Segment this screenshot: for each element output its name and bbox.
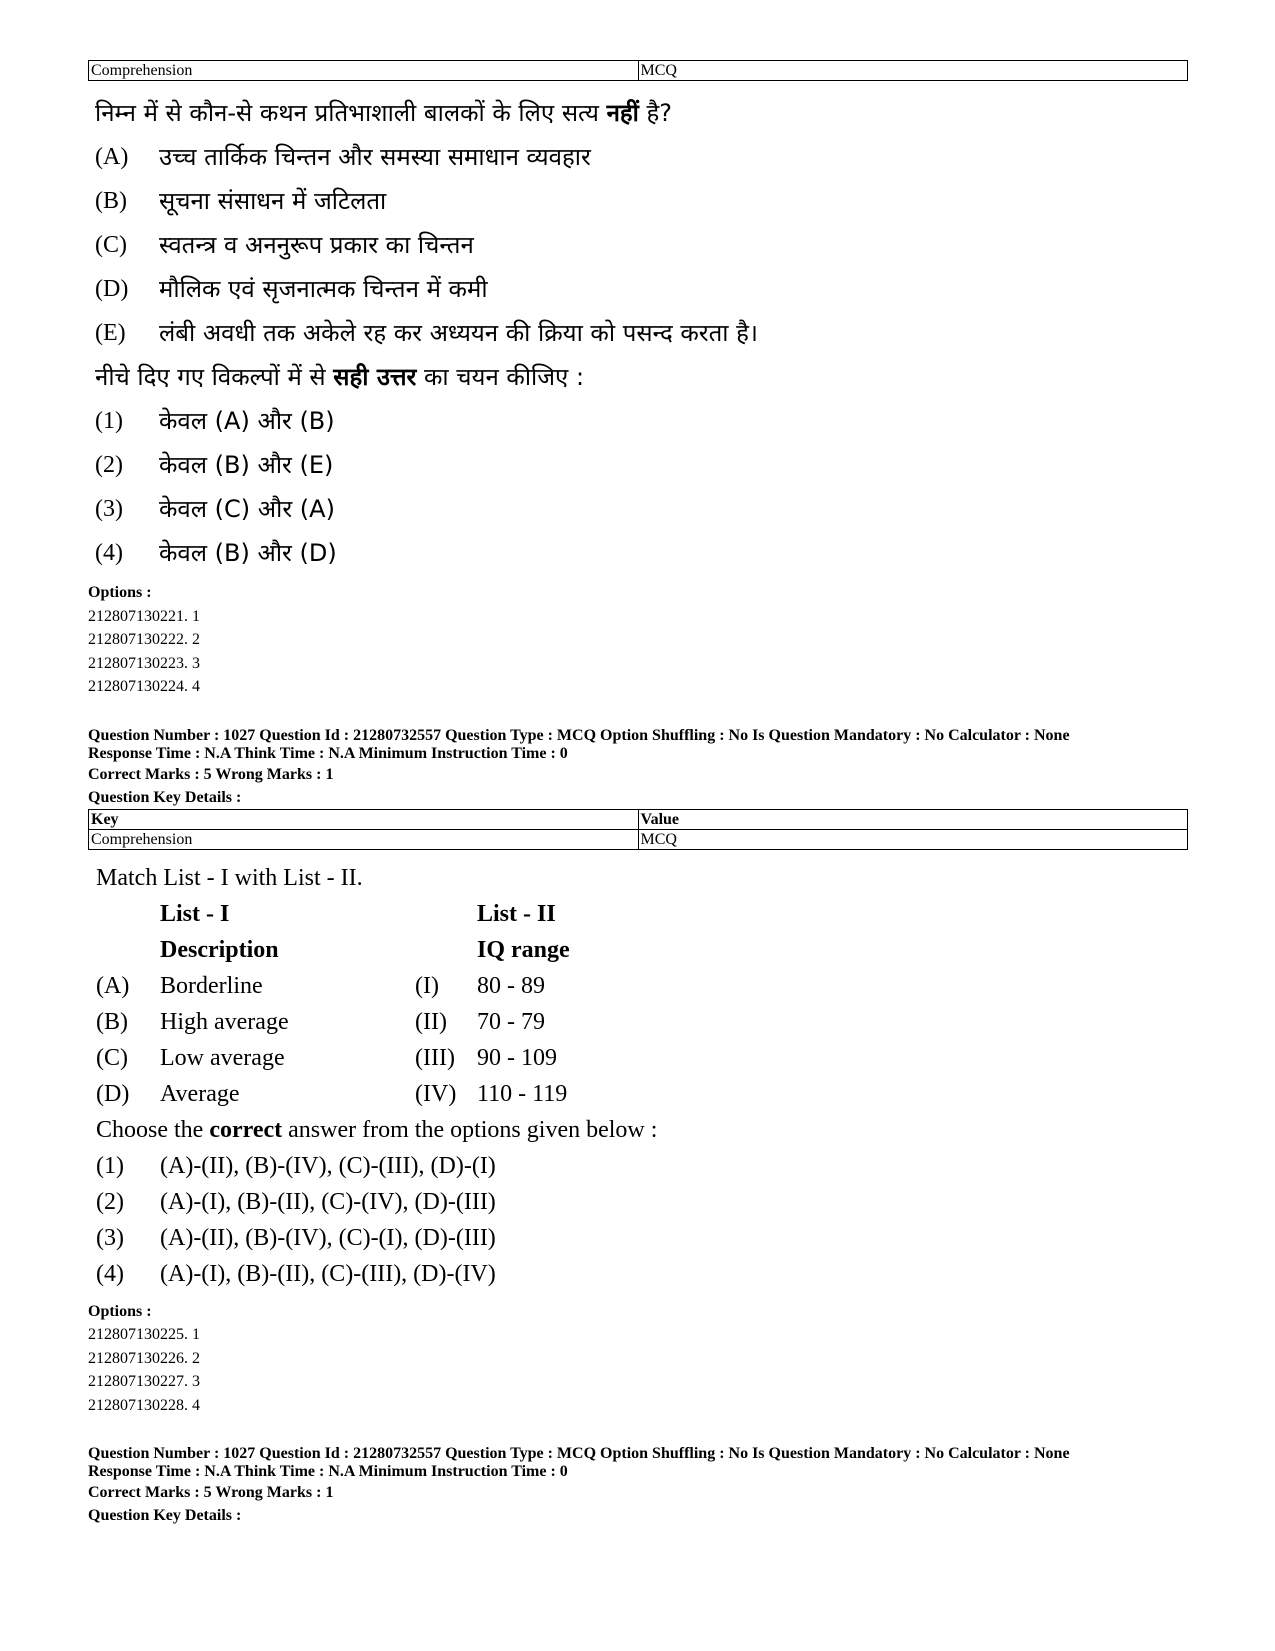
stem-bold: नहीं xyxy=(606,99,639,127)
statement-label: (B) xyxy=(95,188,127,214)
statement-text: मौलिक एवं सृजनात्मक चिन्तन में कमी xyxy=(159,275,488,303)
key-value-table xyxy=(88,809,1188,850)
choice-row xyxy=(95,443,1188,487)
choice-label: (2) xyxy=(95,452,123,478)
choice-row: (2) (A)-(I), (B)-(II), (C)-(IV), (D)-(III) xyxy=(96,1188,496,1215)
statement-label: (D) xyxy=(95,276,129,302)
statement-row xyxy=(95,179,1188,223)
choice-text: केवल (B) और (E) xyxy=(159,451,334,479)
choose-instruction: Choose the correct answer from the options given below : xyxy=(96,1116,658,1143)
choose-text: नीचे दिए गए विकल्पों में से xyxy=(95,363,334,391)
question-english xyxy=(88,860,1188,1292)
statement-text: सूचना संसाधन में जटिलता xyxy=(159,187,387,215)
choice-label: (3) xyxy=(95,496,123,522)
choice-row: (1) (A)-(II), (B)-(IV), (C)-(III), (D)-(I) xyxy=(96,1152,496,1179)
choice-row xyxy=(95,487,1188,531)
option-id: 212807130222. 2 xyxy=(88,631,200,648)
meta-line: Response Time : N.A Think Time : N.A Minimum Instruction Time : 0 xyxy=(88,1463,568,1480)
table-cell-key: Comprehension xyxy=(89,829,639,849)
choice-text: केवल (B) और (D) xyxy=(159,539,337,567)
statement-row xyxy=(95,135,1188,179)
match-row: (A) Borderline (I) 80 - 89 xyxy=(96,972,545,999)
list2-title: List - II xyxy=(477,900,556,927)
match-row: (D) Average (IV) 110 - 119 xyxy=(96,1080,568,1107)
choice-label: (4) xyxy=(95,540,123,566)
option-id: 212807130228. 4 xyxy=(88,1396,200,1414)
choice-row xyxy=(95,531,1188,575)
marks-line: Correct Marks : 5 Wrong Marks : 1 xyxy=(88,765,334,783)
statement-text: लंबी अवधी तक अकेले रह कर अध्ययन की क्रिया को पसन्द करता है। xyxy=(159,319,758,347)
statement-text: उच्च तार्किक चिन्तन और समस्या समाधान व्यवहार xyxy=(159,143,591,171)
options-heading: Options : xyxy=(88,584,152,601)
list-titles xyxy=(96,896,1188,932)
list-subtitles xyxy=(96,932,1188,968)
question-hindi xyxy=(88,91,1188,575)
choice-label: (1) xyxy=(95,408,123,434)
marks-line: Correct Marks : 5 Wrong Marks : 1 xyxy=(88,1484,334,1501)
list1-subtitle: Description xyxy=(160,936,279,963)
question-meta xyxy=(88,727,1188,809)
choice-text: केवल (C) और (A) xyxy=(159,495,335,523)
statement-label: (A) xyxy=(95,144,129,170)
option-id: 212807130224. 4 xyxy=(88,678,200,695)
table-header-key: Key xyxy=(89,809,639,829)
meta-line: Question Number : 1027 Question Id : 21280732557 Question Type : MCQ Option Shuffling : No Is Question Mandatory : No Calculator : None xyxy=(88,726,1070,744)
option-id: 212807130226. 2 xyxy=(88,1349,200,1367)
question-stem: Match List - I with List - II. xyxy=(96,864,363,891)
option-id: 212807130221. 1 xyxy=(88,607,200,625)
statement-text: स्वतन्त्र व अननुरूप प्रकार का चिन्तन xyxy=(159,231,474,259)
document-page xyxy=(88,60,1188,1527)
table-cell-key: Comprehension xyxy=(89,61,639,81)
meta-line: Response Time : N.A Think Time : N.A Minimum Instruction Time : 0 xyxy=(88,744,568,762)
statement-label: (E) xyxy=(95,320,126,346)
match-row: (C) Low average (III) 90 - 109 xyxy=(96,1044,557,1071)
choice-row: (4) (A)-(I), (B)-(II), (C)-(III), (D)-(IV) xyxy=(96,1260,496,1287)
key-details-heading: Question Key Details : xyxy=(88,788,242,806)
question-meta xyxy=(88,1445,1188,1527)
table-cell-value: MCQ xyxy=(638,829,1188,849)
option-id: 212807130223. 3 xyxy=(88,654,200,672)
list2-subtitle: IQ range xyxy=(477,936,570,963)
statement-row xyxy=(95,267,1188,311)
choose-bold: सही उत्तर xyxy=(333,363,417,391)
key-details-heading: Question Key Details : xyxy=(88,1507,242,1524)
choose-instruction xyxy=(95,355,1188,399)
table-header-value: Value xyxy=(638,809,1188,829)
stem-suffix: है? xyxy=(638,99,672,127)
table-cell-value: MCQ xyxy=(638,61,1188,81)
statement-row xyxy=(95,223,1188,267)
meta-line: Question Number : 1027 Question Id : 21280732557 Question Type : MCQ Option Shuffling : No Is Question Mandatory : No Calculator : None xyxy=(88,1445,1070,1462)
key-value-table-top xyxy=(88,60,1188,81)
option-id: 212807130227. 3 xyxy=(88,1373,200,1390)
choice-row: (3) (A)-(II), (B)-(IV), (C)-(I), (D)-(III) xyxy=(96,1224,496,1251)
stem-text: निम्न में से कौन-से कथन प्रतिभाशाली बालकों के लिए सत्य xyxy=(95,99,607,127)
options-heading: Options : xyxy=(88,1302,152,1320)
statement-row xyxy=(95,311,1188,355)
option-id: 212807130225. 1 xyxy=(88,1326,200,1343)
list1-title: List - I xyxy=(160,900,230,927)
statement-label: (C) xyxy=(95,232,127,258)
choice-row xyxy=(95,399,1188,443)
choice-text: केवल (A) और (B) xyxy=(159,407,335,435)
question-stem xyxy=(95,91,1188,135)
match-row: (B) High average (II) 70 - 79 xyxy=(96,1008,545,1035)
choose-suffix: का चयन कीजिए : xyxy=(416,363,585,391)
